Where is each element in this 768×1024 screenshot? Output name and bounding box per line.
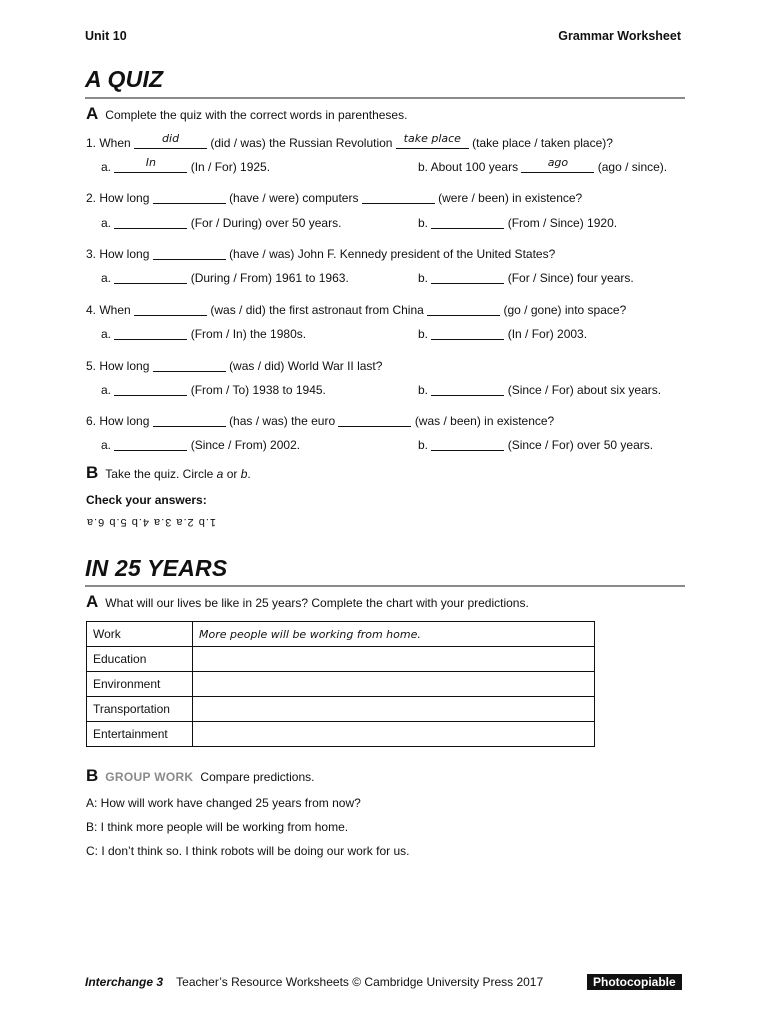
question-5-option-a — [101, 382, 326, 397]
option-text: (For / Since) four years. — [507, 271, 634, 285]
answer-blank[interactable] — [521, 156, 594, 173]
section-title-quiz: A QUIZ — [85, 66, 164, 92]
section-divider — [85, 585, 685, 587]
worksheet-type: Grammar Worksheet — [558, 29, 681, 43]
instruction-text: . — [247, 467, 251, 481]
years-part-b — [86, 766, 314, 786]
row-label: Entertainment — [87, 722, 193, 747]
question-text: (was / been) in existence? — [414, 414, 555, 428]
instruction-text: or — [226, 467, 238, 481]
answer-blank[interactable] — [114, 156, 187, 173]
option-text: (Since / From) 2002. — [190, 438, 301, 452]
option-text: (Since / For) over 50 years. — [507, 438, 654, 452]
table-row — [87, 722, 595, 747]
years-part-a — [86, 592, 529, 612]
question-stem: 1. When — [86, 136, 131, 150]
answer-blank[interactable] — [431, 326, 504, 340]
row-label: Work — [87, 622, 193, 647]
book-title: Interchange 3 — [85, 975, 164, 989]
instruction-choice-b: b — [240, 467, 248, 481]
handwritten-answer: In — [145, 156, 156, 169]
question-3 — [86, 246, 555, 261]
question-2-option-a — [101, 215, 341, 230]
predictions-chart — [86, 621, 595, 747]
prediction-cell[interactable]: More people will be working from home. — [193, 622, 595, 647]
table-row — [87, 672, 595, 697]
row-label: Environment — [87, 672, 193, 697]
question-1-option-b — [418, 156, 668, 174]
option-text: (From / To) 1938 to 1945. — [190, 383, 326, 397]
part-instruction — [105, 467, 250, 481]
option-label: a. — [101, 216, 112, 230]
table-row — [87, 647, 595, 672]
option-text: (During / From) 1961 to 1963. — [190, 271, 349, 285]
part-letter: B — [86, 463, 99, 482]
option-label: a. — [101, 383, 112, 397]
question-text: (has / was) the euro — [229, 414, 336, 428]
answer-blank[interactable] — [431, 437, 504, 451]
answer-blank[interactable] — [114, 215, 187, 229]
part-letter: A — [86, 592, 99, 611]
part-instruction: Complete the quiz with the correct words in parentheses. — [105, 108, 408, 122]
instruction-text: Take the quiz. Circle — [105, 467, 214, 481]
answer-blank[interactable] — [338, 413, 411, 427]
question-1-option-a — [101, 156, 271, 174]
answer-blank[interactable] — [153, 246, 226, 260]
question-2-option-b — [418, 215, 617, 230]
question-3-option-b — [418, 270, 634, 285]
check-answers-label: Check your answers: — [86, 493, 207, 507]
part-letter: A — [86, 104, 99, 123]
question-6-option-b — [418, 437, 653, 452]
answer-blank[interactable] — [396, 132, 469, 149]
quiz-part-a — [86, 104, 407, 124]
answer-blank[interactable] — [431, 215, 504, 229]
question-stem: 6. How long — [86, 414, 150, 428]
group-work-tag: GROUP WORK — [105, 770, 194, 784]
option-label: a. — [101, 271, 112, 285]
answer-blank[interactable] — [427, 302, 500, 316]
answer-blank[interactable] — [134, 302, 207, 316]
dialogue-line: A: How will work have changed 25 years from now? — [86, 796, 361, 810]
dialogue-line: C: I don’t think so. I think robots will be doing our work for us. — [86, 844, 410, 858]
question-stem: 3. How long — [86, 247, 150, 261]
section-title-25-years: IN 25 YEARS — [85, 555, 228, 581]
question-2 — [86, 190, 582, 205]
part-instruction: What will our lives be like in 25 years? Complete the chart with your predictions. — [105, 596, 529, 610]
question-stem: 5. How long — [86, 359, 150, 373]
question-stem: 4. When — [86, 303, 131, 317]
question-1 — [86, 132, 613, 150]
answer-blank[interactable] — [134, 132, 207, 149]
answer-blank[interactable] — [153, 358, 226, 372]
question-5-option-b — [418, 382, 661, 397]
option-text: (From / Since) 1920. — [507, 216, 618, 230]
question-6-option-a — [101, 437, 300, 452]
dialogue-line: B: I think more people will be working from home. — [86, 820, 349, 834]
question-text: (have / was) John F. Kennedy president of the United States? — [229, 247, 556, 261]
table-row — [87, 697, 595, 722]
answer-blank[interactable] — [431, 382, 504, 396]
prediction-cell[interactable] — [193, 722, 595, 747]
question-5 — [86, 358, 382, 373]
prediction-cell[interactable] — [193, 697, 595, 722]
option-text: (Since / For) about six years. — [507, 383, 662, 397]
row-label: Transportation — [87, 697, 193, 722]
answer-blank[interactable] — [431, 270, 504, 284]
option-label: b. — [418, 438, 429, 452]
option-text: (In / For) 1925. — [190, 160, 271, 174]
quiz-part-b — [86, 463, 251, 483]
question-text: (have / were) computers — [229, 191, 359, 205]
answer-blank[interactable] — [114, 270, 187, 284]
question-text: (were / been) in existence? — [438, 191, 583, 205]
option-text: (For / During) over 50 years. — [190, 216, 342, 230]
copyright-credit: Teacher’s Resource Worksheets © Cambridge University Press 2017 — [176, 975, 544, 989]
question-3-option-a — [101, 270, 349, 285]
question-text: (did / was) the Russian Revolution — [210, 136, 393, 150]
question-stem: 2. How long — [86, 191, 150, 205]
photocopiable-badge: Photocopiable — [587, 974, 682, 990]
handwritten-answer: take place — [403, 132, 461, 145]
instruction-choice-a: a — [216, 467, 224, 481]
question-4-option-a — [101, 326, 306, 341]
answer-blank[interactable] — [114, 382, 187, 396]
table-row — [87, 622, 595, 647]
handwritten-answer: ago — [547, 156, 569, 169]
option-label: a. — [101, 327, 112, 341]
handwritten-answer: did — [162, 132, 180, 145]
option-text: (ago / since). — [597, 160, 668, 174]
option-label: b. About 100 years — [418, 160, 519, 174]
question-4 — [86, 302, 626, 317]
unit-label: Unit 10 — [85, 29, 127, 43]
question-4-option-b — [418, 326, 587, 341]
footer — [85, 975, 543, 989]
answer-blank[interactable] — [153, 413, 226, 427]
option-label: a. — [101, 160, 112, 174]
question-6 — [86, 413, 554, 428]
option-label: a. — [101, 438, 112, 452]
option-label: b. — [418, 327, 429, 341]
prediction-cell[interactable] — [193, 672, 595, 697]
question-text: (was / did) World War II last? — [229, 359, 383, 373]
answer-blank[interactable] — [153, 190, 226, 204]
option-label: b. — [418, 216, 429, 230]
part-letter: B — [86, 766, 99, 785]
question-text: (take place / taken place)? — [472, 136, 613, 150]
option-text: (From / In) the 1980s. — [190, 327, 307, 341]
question-text: (go / gone) into space? — [503, 303, 627, 317]
part-instruction: Compare predictions. — [200, 770, 315, 784]
answer-blank[interactable] — [114, 437, 187, 451]
answer-blank[interactable] — [362, 190, 435, 204]
section-divider — [85, 97, 685, 99]
prediction-cell[interactable] — [193, 647, 595, 672]
question-text: (was / did) the first astronaut from China — [210, 303, 424, 317]
upside-down-answers: 1.b 2.a 3.a 4.b 5.b 6.a — [86, 516, 217, 528]
option-label: b. — [418, 383, 429, 397]
option-label: b. — [418, 271, 429, 285]
option-text: (In / For) 2003. — [507, 327, 588, 341]
row-label: Education — [87, 647, 193, 672]
answer-blank[interactable] — [114, 326, 187, 340]
